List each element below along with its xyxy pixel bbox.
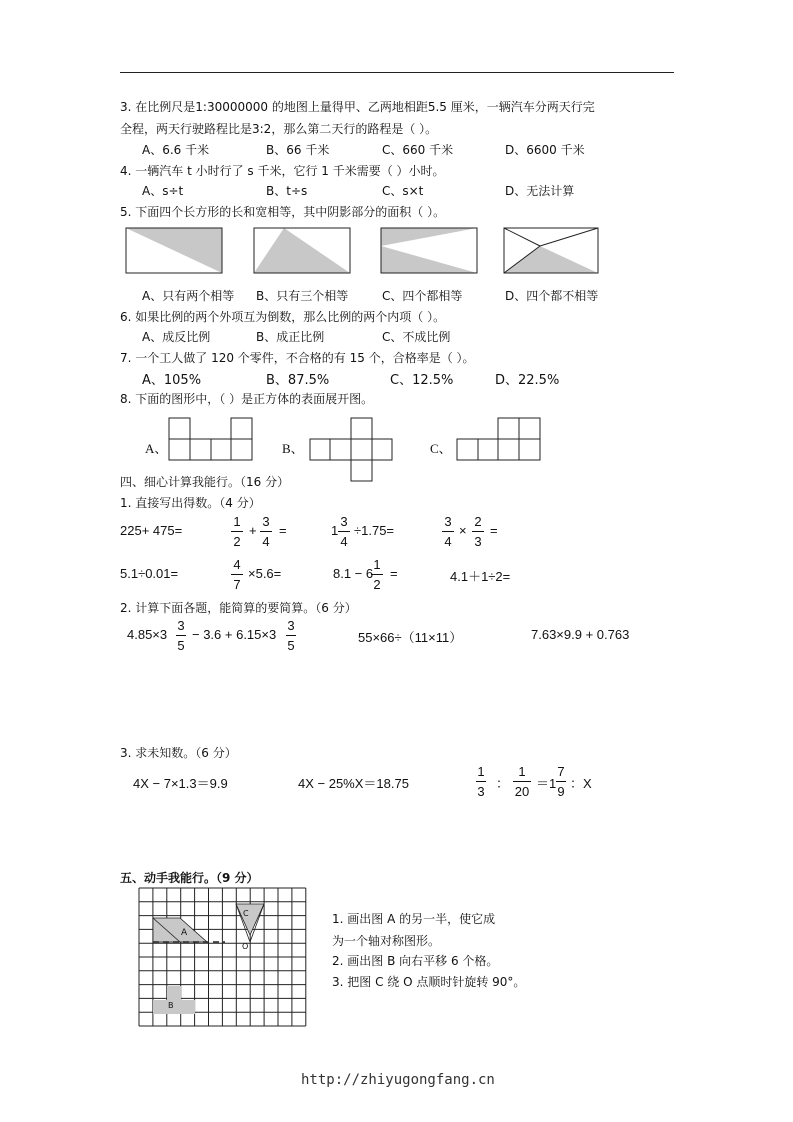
calc-times-56: ×5.6= [248, 566, 282, 581]
section4-title: 四、细心计算我能行。（16 分） [120, 475, 290, 489]
frac-7-9: 7 9 [557, 764, 565, 799]
task-1a: 1. 画出图 A 的另一半，使它成 [332, 912, 496, 926]
calc-225: 225+ 475= [120, 523, 183, 538]
q3-line2: 全程，两天行驶路程比是3:2，那么第二天行的路程是（ ）。 [120, 122, 438, 136]
q5-option-b: B、只有三个相等 [256, 289, 349, 303]
q7-option-b: B、87.5% [266, 373, 330, 388]
label-o: O [242, 942, 249, 951]
q7-option-c: C、12.5% [390, 373, 454, 388]
q8-label-c: C、 [430, 441, 452, 456]
section4-sub3: 3. 求未知数。（6 分） [120, 746, 237, 760]
frac-3-5-a: 3 5 [177, 618, 185, 653]
calc-763: 7.63×9.9 + 0.763 [531, 627, 630, 642]
q5-option-d: D、四个都不相等 [505, 289, 599, 303]
solve-a: 4X − 7×1.3＝9.9 [133, 776, 228, 791]
frac-3-5-b: 3 5 [287, 618, 295, 653]
frac-3-4-a: 3 4 [260, 514, 272, 549]
q4-line: 4. 一辆汽车 t 小时行了 s 千米，它行 1 千米需要（ ）小时。 [120, 164, 445, 178]
frac-1-20: 1 20 [514, 764, 530, 799]
q4-option-a: A、s÷t [142, 184, 184, 198]
figure-b-bottom [153, 1000, 195, 1014]
section4-sub1: 1. 直接写出得数。（4 分） [120, 496, 261, 510]
q7-option-d: D、22.5% [495, 373, 560, 388]
figure-c-shape [236, 904, 264, 935]
colon-x: ：X [570, 776, 592, 791]
q7-option-a: A、105% [142, 373, 202, 388]
q7-line: 7. 一个工人做了 120 个零件，不合格的有 15 个，合格率是（ ）。 [120, 351, 475, 365]
calc-55-66: 55×66÷（11×11） [358, 630, 463, 645]
eq-sign-2: = [490, 523, 498, 538]
q3-option-b: B、66 千米 [266, 143, 330, 157]
calc-41: 4.1＋1÷2= [450, 569, 511, 584]
q3-option-d: D、6600 千米 [505, 143, 585, 157]
calc-div-175: ÷1.75= [354, 523, 395, 538]
solve-b: 4X − 25%X＝18.75 [298, 776, 409, 791]
figure-a-shape [153, 918, 207, 942]
colon-1: ： [496, 776, 510, 791]
eq-mixed: ＝1 [536, 776, 557, 791]
q6-option-b: B、成正比例 [256, 330, 325, 344]
label-a: A [181, 928, 188, 938]
q4-option-c: C、s×t [382, 184, 424, 198]
frac-1-2: 1 2 [231, 514, 243, 549]
section4-sub2: 2. 计算下面各题，能简算的要简算。（6 分） [120, 601, 357, 615]
frac-1-3: 1 3 [477, 764, 485, 799]
label-b: B [168, 1001, 174, 1010]
footer-url[interactable]: http://zhiyugongfang.cn [301, 1072, 495, 1088]
mixed-whole: 1 [331, 523, 339, 538]
calc-51: 5.1÷0.01= [120, 566, 179, 581]
label-c: C [243, 909, 249, 918]
frac-3-4-b: 3 4 [338, 514, 350, 549]
calc-615: − 3.6 + 6.15×3 [192, 627, 277, 642]
q3-option-a: A、6.6 千米 [142, 143, 210, 157]
q5-option-a: A、只有两个相等 [142, 289, 235, 303]
frac-1-2-b: 1 2 [371, 557, 383, 592]
times-sign: × [459, 523, 467, 538]
q5-line: 5. 下面四个长方形的长和宽相等，其中阴影部分的面积（ ）。 [120, 205, 446, 219]
calc-81: 8.1 − 6 [333, 566, 374, 581]
q4-option-b: B、t÷s [266, 184, 308, 198]
figure-b-top [167, 986, 181, 1000]
plus-sign: + [249, 523, 257, 538]
task-2: 2. 画出图 B 向右平移 6 个格。 [332, 954, 499, 968]
q3-line1: 3. 在比例尺是1:30000000 的地图上量得甲、乙两地相距5.5 厘米，一辆汽车分两天行完 [120, 100, 595, 114]
frac-3-4-c: 3 4 [442, 514, 454, 549]
q8-line: 8. 下面的图形中，（ ）是正方体的表面展开图。 [120, 392, 374, 406]
task-3: 3. 把图 C 绕 O 点顺时针旋转 90°。 [332, 975, 526, 989]
eq-sign-3: = [390, 566, 398, 581]
q6-option-c: C、不成比例 [382, 330, 451, 344]
q6-option-a: A、成反比例 [142, 330, 211, 344]
frac-2-3: 2 3 [472, 514, 484, 549]
q3-option-c: C、660 千米 [382, 143, 454, 157]
q5-option-c: C、四个都相等 [382, 289, 463, 303]
task-1b: 为一个轴对称图形。 [332, 934, 441, 948]
eq-sign-1: = [279, 523, 287, 538]
q6-line: 6. 如果比例的两个外项互为倒数，那么比例的两个内项（ ）。 [120, 310, 446, 324]
calc-485: 4.85×3 [127, 627, 168, 642]
frac-4-7: 4 7 [231, 557, 243, 592]
q8-label-b: B、 [282, 441, 304, 456]
q8-label-a: A、 [145, 441, 168, 456]
q4-option-d: D、无法计算 [505, 184, 575, 198]
section5-title: 五、动手我能行。（9 分） [120, 871, 259, 885]
